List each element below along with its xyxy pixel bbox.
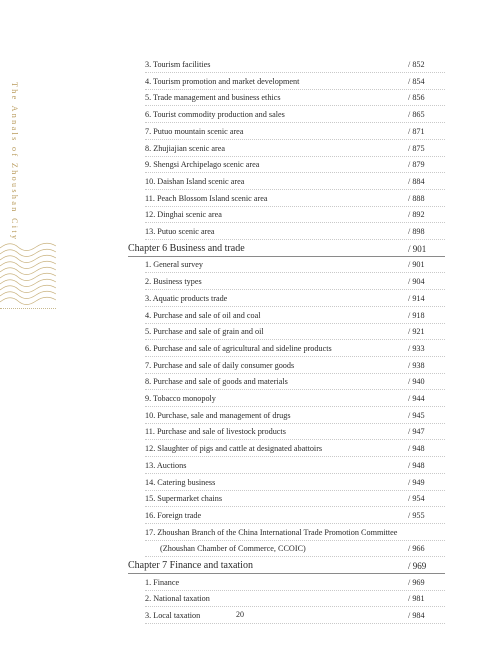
toc-separator-line xyxy=(145,72,445,73)
toc-page-number: / 981 xyxy=(408,594,425,604)
toc-separator-line xyxy=(128,573,445,574)
toc-chapter-row[interactable] xyxy=(0,243,480,259)
toc-item-label: 8. Zhujiajian scenic area xyxy=(145,143,226,153)
toc-separator-line xyxy=(145,490,445,491)
toc-item-label: 7. Purchase and sale of daily consumer goods xyxy=(145,360,295,370)
toc-item-row[interactable] xyxy=(0,410,480,426)
toc-page-number: / 933 xyxy=(408,343,425,353)
toc-item-label: 11. Purchase and sale of livestock products xyxy=(145,427,286,437)
toc-page-number: / 948 xyxy=(408,444,425,454)
toc-separator-line xyxy=(145,456,445,457)
toc-separator-line xyxy=(145,506,445,507)
side-running-title: The Annals of Zhoushan City xyxy=(10,82,19,242)
toc-separator-line xyxy=(145,373,445,374)
toc-page-number: / 949 xyxy=(408,477,425,487)
toc-item-label: 3. Tourism facilities xyxy=(145,60,211,69)
toc-separator-line xyxy=(145,105,445,106)
toc-item-row[interactable] xyxy=(0,193,480,209)
toc-page-number: / 871 xyxy=(408,126,425,136)
page-number: 20 xyxy=(236,610,244,619)
toc-item-row[interactable] xyxy=(0,109,480,125)
toc-item-row[interactable] xyxy=(0,343,480,359)
toc-separator-line xyxy=(145,590,445,591)
toc-separator-line xyxy=(145,89,445,90)
toc-item-row[interactable] xyxy=(0,493,480,509)
toc-item-row[interactable] xyxy=(0,393,480,409)
toc-item-label: 6. Tourist commodity production and sales xyxy=(145,110,285,120)
toc-page-number: / 914 xyxy=(408,293,425,303)
toc-item-label: 5. Purchase and sale of grain and oil xyxy=(145,327,264,337)
toc-separator-line xyxy=(145,323,445,324)
toc-item-label: 17. Zhoushan Branch of the China International Trade Promotion Committee xyxy=(145,527,398,537)
toc-item-row[interactable] xyxy=(0,59,480,75)
toc-page-number: / 966 xyxy=(408,544,425,554)
chapter-title: Chapter 6 Business and trade xyxy=(128,242,245,254)
toc-page-number: / 984 xyxy=(408,611,425,621)
toc-page-number: / 901 xyxy=(408,260,425,270)
toc-item-label: 3. Local taxation xyxy=(145,611,201,621)
toc-separator-line xyxy=(145,306,445,307)
toc-item-label: 13. Putuo scenic area xyxy=(145,227,215,236)
toc-item-row[interactable] xyxy=(0,593,480,609)
toc-separator-line xyxy=(145,289,445,290)
toc-item-row[interactable] xyxy=(0,376,480,392)
toc-item-label: (Zhoushan Chamber of Commerce, CCOIC) xyxy=(160,544,306,554)
toc-item-row[interactable] xyxy=(0,143,480,159)
toc-item-label: 4. Tourism promotion and market development xyxy=(145,76,300,86)
toc-item-label: 6. Purchase and sale of agricultural and sideline products xyxy=(145,343,332,353)
toc-item-label: 9. Tobacco monopoly xyxy=(145,394,216,403)
toc-item-label: 13. Auctions xyxy=(145,460,187,470)
toc-item-label: 4. Purchase and sale of oil and coal xyxy=(145,310,261,320)
toc-separator-line xyxy=(145,389,445,390)
toc-page-number: / 921 xyxy=(408,327,425,337)
toc-separator-line xyxy=(145,172,445,173)
toc-separator-line xyxy=(145,423,445,424)
toc-item-label: 2. Business types xyxy=(145,277,202,287)
toc-separator-line xyxy=(145,122,445,123)
toc-page-number: / 892 xyxy=(408,210,425,220)
toc-item-row[interactable] xyxy=(0,326,480,342)
toc-item-label: 5. Trade management and business ethics xyxy=(145,93,281,103)
toc-item-label: 10. Purchase, sale and management of drugs xyxy=(145,410,291,420)
toc-page-number: / 904 xyxy=(408,277,425,287)
toc-page-number: / 884 xyxy=(408,176,425,186)
toc-item-row[interactable] xyxy=(0,443,480,459)
toc-page-number: / 969 xyxy=(408,577,425,587)
toc-item-row[interactable] xyxy=(0,527,480,543)
toc-separator-line xyxy=(145,356,445,357)
toc-item-label: 7. Putuo mountain scenic area xyxy=(145,126,244,136)
toc-page-number: / 854 xyxy=(408,76,425,86)
toc-separator-line xyxy=(145,439,445,440)
toc-item-label: 16. Foreign trade xyxy=(145,510,202,520)
toc-item-row[interactable] xyxy=(0,293,480,309)
toc-item-row[interactable] xyxy=(0,543,480,559)
toc-page-number: / 852 xyxy=(408,60,425,69)
toc-separator-line xyxy=(145,239,445,240)
toc-item-label: 3. Aquatic products trade xyxy=(145,293,228,303)
toc-item-row[interactable] xyxy=(0,310,480,326)
toc-separator-line xyxy=(145,406,445,407)
toc-page-number: / 947 xyxy=(408,427,425,437)
toc-page-number: / 888 xyxy=(408,193,425,203)
toc-page-number: / 945 xyxy=(408,410,425,420)
toc-item-label: 12. Slaughter of pigs and cattle at designated abattoirs xyxy=(145,444,323,454)
toc-item-row[interactable] xyxy=(0,259,480,275)
toc-separator-line xyxy=(145,156,445,157)
toc-item-row[interactable] xyxy=(0,426,480,442)
toc-separator-line xyxy=(145,606,445,607)
toc-item-row[interactable] xyxy=(0,176,480,192)
toc-item-row[interactable] xyxy=(0,76,480,92)
toc-item-label: 1. General survey xyxy=(145,260,203,270)
toc-item-label: 15. Supermarket chains xyxy=(145,494,223,504)
toc-item-label: 1. Finance xyxy=(145,577,180,587)
toc-item-row[interactable] xyxy=(0,209,480,225)
toc-page-number: / 948 xyxy=(408,460,425,470)
toc-page-number: / 969 xyxy=(408,561,427,571)
toc-page-number: / 865 xyxy=(408,110,425,120)
toc-item-label: 11. Peach Blossom Island scenic area xyxy=(145,193,268,203)
toc-item-label: 10. Daishan Island scenic area xyxy=(145,176,245,186)
toc-item-label: 2. National taxation xyxy=(145,594,210,604)
toc-separator-line xyxy=(145,222,445,223)
toc-page-number: / 875 xyxy=(408,143,425,153)
toc-page-number: / 856 xyxy=(408,93,425,103)
toc-page-number: / 901 xyxy=(408,243,427,254)
toc-page-number: / 918 xyxy=(408,310,425,320)
toc-item-row[interactable] xyxy=(0,510,480,526)
toc-item-label: 9. Shengsi Archipelago scenic area xyxy=(145,160,260,170)
toc-chapter-row[interactable] xyxy=(0,560,480,576)
toc-page-number: / 954 xyxy=(408,494,425,504)
toc-item-row[interactable] xyxy=(0,276,480,292)
toc-separator-line xyxy=(128,256,445,257)
toc-page-number: / 955 xyxy=(408,510,425,520)
toc-separator-line xyxy=(145,540,445,541)
toc-item-row[interactable] xyxy=(0,226,480,242)
toc-item-label: 14. Catering business xyxy=(145,477,216,487)
toc-separator-line xyxy=(145,556,445,557)
toc-separator-line xyxy=(145,206,445,207)
toc-separator-line xyxy=(145,473,445,474)
toc-item-label: 8. Purchase and sale of goods and materials xyxy=(145,377,288,387)
toc-separator-line xyxy=(145,339,445,340)
toc-page-number: / 940 xyxy=(408,377,425,387)
toc-separator-line xyxy=(145,272,445,273)
toc-page-number: / 898 xyxy=(408,227,425,236)
toc-item-row[interactable] xyxy=(0,460,480,476)
toc-separator-line xyxy=(145,623,445,624)
toc-item-row[interactable] xyxy=(0,360,480,376)
toc-item-row[interactable] xyxy=(0,477,480,493)
toc-page-number: / 944 xyxy=(408,394,425,403)
toc-item-label: 12. Dinghai scenic area xyxy=(145,210,222,220)
toc-separator-line xyxy=(145,523,445,524)
toc-item-row[interactable] xyxy=(0,159,480,175)
toc-page-number: / 938 xyxy=(408,360,425,370)
chapter-title: Chapter 7 Finance and taxation xyxy=(128,560,253,571)
toc-separator-line xyxy=(145,189,445,190)
toc-item-row[interactable] xyxy=(0,577,480,593)
toc-item-row[interactable] xyxy=(0,92,480,108)
toc-page-number: / 879 xyxy=(408,160,425,170)
toc-separator-line xyxy=(145,139,445,140)
toc-item-row[interactable] xyxy=(0,126,480,142)
